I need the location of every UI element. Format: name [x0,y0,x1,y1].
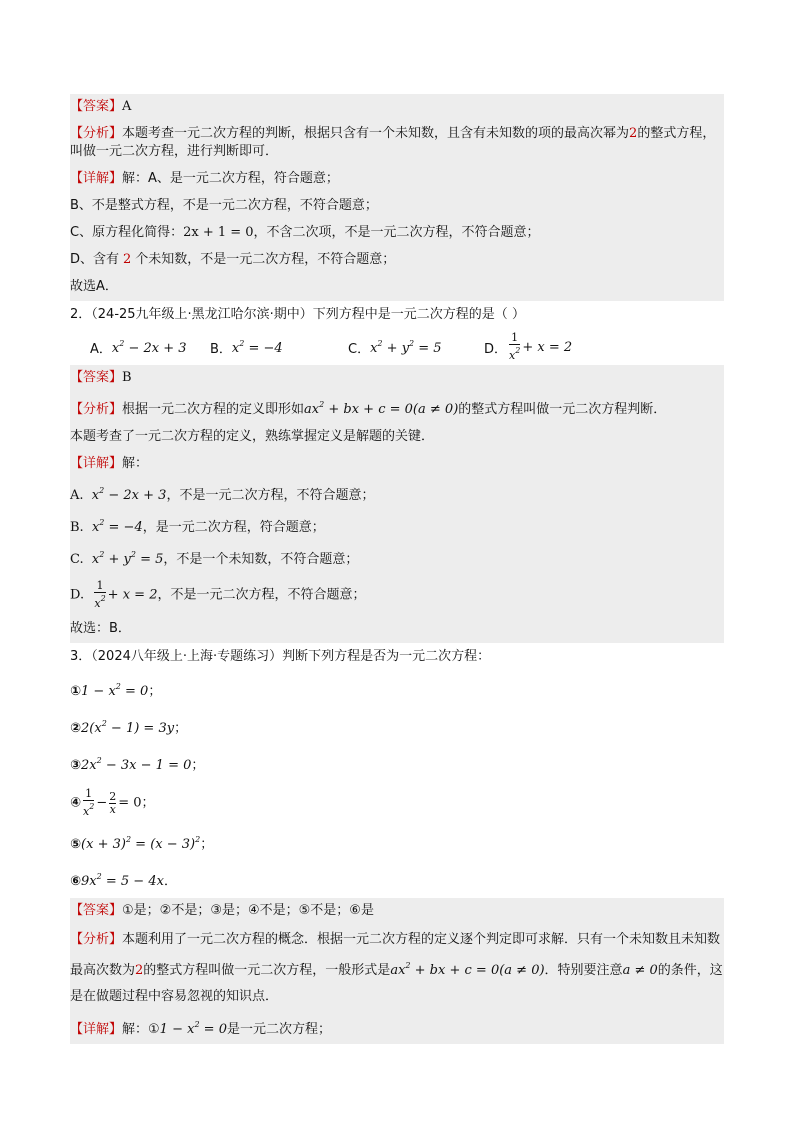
fraction: $\frac{1}{x^2}$ [509,331,521,362]
detail-tag: 【详解】 [70,1022,123,1037]
analysis-line-2: 本题考查了一元二次方程的定义，熟练掌握定义是解题的关键． [70,429,435,444]
detail-a: A. $x^2 - 2x + 3$，不是一元二次方程，不符合题意； [70,486,375,503]
fraction: $\frac{1}{x^2}$ [83,787,95,818]
answer-value: A [122,99,132,114]
option-c: C． $x^2 + y^2 = 5$ [348,338,442,357]
analysis-text-2: 的整式方程叫做一元二次方程，一般形式是 [143,963,391,978]
detail-a-text: ，不是一元二次方程，不符合题意； [166,488,375,503]
analysis-text: 本题考查一元二次方程的判断，根据只含有一个未知数，且含有未知数的项的最高次幂为 [122,126,630,141]
detail-b: B. $x^2 = -4$，是一元二次方程，符合题意； [70,518,325,535]
analysis-text: 本题利用了一元二次方程的概念．根据一元二次方程的定义逐个判定即可求解．只有一个未知数且未知数最高次数为 [70,932,721,978]
answer-tag: 【答案】 [70,370,123,385]
detail-d-text-2: 个未知数，不是一元二次方程，不符合题意； [135,252,396,267]
answer-line [70,94,724,121]
detail-a-label: A. [70,488,84,503]
answer-tag: 【答案】 [70,903,123,918]
circle-3: ③ [70,758,82,773]
general-form-equation: $ax^2$ + bx + c = 0(a ≠ 0) [304,400,459,417]
detail-line-c [70,220,724,247]
equation-1: ①1 − $x^2 = 0$； [70,682,162,699]
option-d: D． $\frac{1}{x^2}$ + x = 2 [484,331,573,362]
equation-6: $⑥9x^2 = 5 - 4x$． [70,872,177,889]
option-b-label: B． [210,341,232,357]
detail-b-text: ，是一元二次方程，符合题意； [142,520,325,535]
detail-d-text: D、含有 [70,252,120,267]
analysis-line [70,392,724,424]
equation-5: ⑤(x + $3)^2 = (x - 3)^2$； [70,835,214,852]
analysis-number: 2 [629,126,638,141]
fraction: $\frac{1}{x^2}$ [94,579,106,610]
answer-value: ①是；②不是；③是；④不是；⑤不是；⑥是 [122,903,374,918]
detail-c-equation: 2x + 1 = 0 [183,225,254,240]
detail-tag: 【详解】 [70,171,123,186]
question-3-stem: 3．（2024八年级上·上海·专题练习）判断下列方程是否为一元二次方程： [70,649,491,664]
detail-line-a [70,166,724,193]
analysis-tag: 【分析】 [70,126,123,141]
circle-1: ① [70,684,82,699]
detail-c-label: C. [70,552,84,567]
detail-line-d [70,247,724,274]
question-2-stem: 2．（24-25九年级上·黑龙江哈尔滨·期中）下列方程中是一元二次方程的是（ ） [70,307,525,322]
analysis-tag: 【分析】 [70,402,123,417]
detail-line-b: B、不是整式方程，不是一元二次方程，不符合题意； [70,198,378,213]
equation-2: $②2(x^2 - 1) = 3y$； [70,719,188,736]
analysis-text-2: 的整式方程叫做一元二次方程判断． [458,402,667,417]
detail-c: C. $x^2 + y^2 = 5$，不是一个未知数，不符合题意； [70,550,359,567]
detail-d-label: D. [70,587,85,603]
analysis-text-3: ．特别要注意 [544,963,623,978]
document-page [70,94,724,1044]
circle-5: ⑤ [70,837,82,852]
answer-line [70,898,724,925]
detail-text-2: 是一元二次方程； [226,1022,331,1037]
conclusion-line: 故选：B． [70,621,131,636]
option-a: A． $x^2 - 2x + 3$ [90,338,187,357]
detail-b-label: B. [70,520,84,535]
detail-line: 【详解】解：①1 − $x^2 = 0$是一元二次方程； [70,1020,331,1037]
answer-line [70,365,724,392]
detail-c-text: ，不是一个未知数，不符合题意； [163,552,359,567]
detail-c-text: C、原方程化简得： [70,225,184,240]
analysis-text-2: 的整式方程，叫做一元二次方程，进行判断即可． [70,126,716,159]
analysis-text: 根据一元二次方程的定义即形如 [122,402,305,417]
analysis-tag: 【分析】 [70,932,123,947]
question-2-options [70,329,724,365]
option-d-label: D． [484,341,508,357]
detail-d: D. $\frac{1}{x^2}$ + x = 2，不是一元二次方程，不符合题意； [70,579,366,610]
equation-4: ④ $\frac{1}{x^2}$ − $\frac{2}{x}$ = 0； [70,787,155,818]
detail-d-number: 2 [123,252,132,267]
analysis-line [70,121,724,166]
circle-4: ④ [70,795,82,811]
analysis-text-4: 的条件，这是在做题过程中容易忽视的知识点． [70,963,723,1004]
analysis-paragraph: 【分析】本题利用了一元二次方程的概念．根据一元二次方程的定义逐个判定即可求解．只有一个未知数且未知数最高次数为2的整式方程叫做一元二次方程，一般形式是$ax^2$ + bx + c = 0(a ≠ 0)．特别要注意a ≠ 0的条件，这是在做题过程中容易忽视的知识点． [70,932,723,1004]
option-a-label: A． [90,341,112,357]
option-c-label: C． [348,341,371,357]
detail-d-text: ，不是一元二次方程，不符合题意； [157,587,366,603]
circle-6: ⑥ [70,874,82,889]
equation-3: $③2x^2 - 3x - 1 = 0$； [70,756,205,773]
solution-block-3 [70,898,724,1044]
detail-tag: 【详解】 [70,456,123,471]
general-form-equation: $ax^2$ + bx + c = 0(a ≠ 0) [390,961,545,978]
fraction: $\frac{2}{x}$ [109,789,117,816]
answer-tag: 【答案】 [70,99,123,114]
solution-block-2 [70,365,724,643]
detail-intro: 解： [122,456,149,471]
detail-a-text: 解：A、是一元二次方程，符合题意； [122,171,339,186]
analysis-number: 2 [135,963,144,978]
answer-value: B [122,370,132,385]
option-b: B． $x^2 = -4$ [210,338,283,357]
detail-text: 解：① [122,1022,160,1037]
solution-block-1 [70,94,724,301]
detail-c-text-2: ，不含二次项，不是一元二次方程，不符合题意； [253,225,540,240]
conclusion-line: 故选A． [70,279,118,294]
detail-line [70,451,724,478]
circle-2: ② [70,721,82,736]
